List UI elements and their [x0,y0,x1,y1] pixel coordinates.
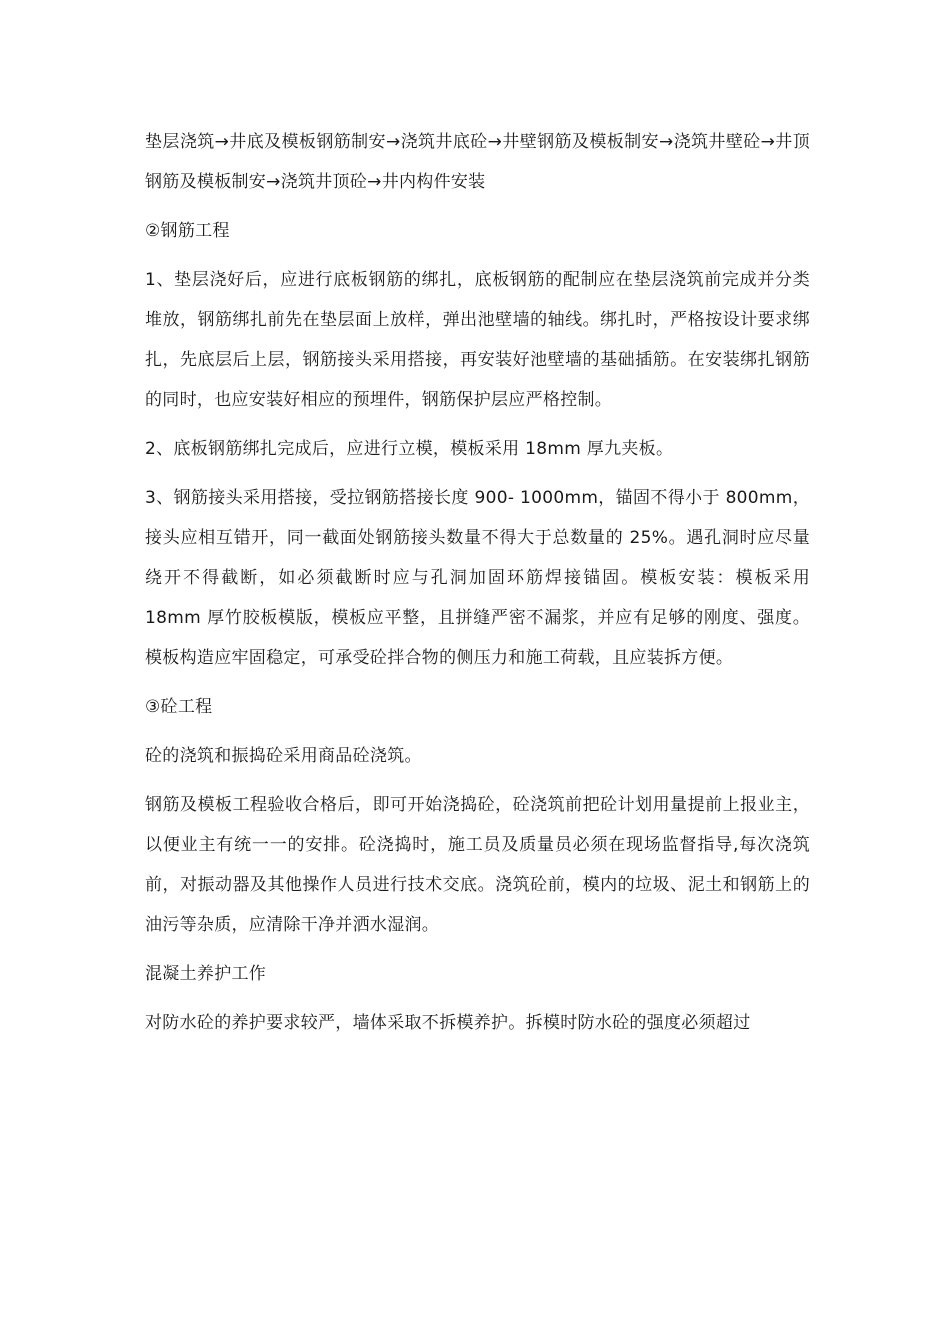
rebar-item-2-paragraph: 2、底板钢筋绑扎完成后，应进行立模，模板采用 18mm 厚九夹板。 [145,439,674,459]
rebar-item-3-paragraph: 3、钢筋接头采用搭接，受拉钢筋搭接长度 900- 1000mm，锚固不得小于 800mm，接头应相互错开，同一截面处钢筋接头数量不得大于总数量的 25%。遇孔洞时应尽量绕开不得截断，如必须截断时应与孔洞加固环筋焊接锚固。模板安装：模板采用 18mm 厚竹胶板模版，模板应平整，且拼缝严密不漏浆，并应有足够的刚度、强度。模板构造应牢固稳定，可承受砼拌合物的侧压力和施工荷载，且应装拆方便。 [145,488,810,668]
section-heading-rebar: ②钢筋工程 [145,221,230,241]
section-heading-curing: 混凝土养护工作 [145,964,267,984]
section-heading-concrete: ③砼工程 [145,697,213,717]
rebar-item-1-paragraph: 1、垫层浇好后，应进行底板钢筋的绑扎，底板钢筋的配制应在垫层浇筑前完成并分类堆放，钢筋绑扎前先在垫层面上放样，弹出池壁墙的轴线。绑扎时，严格按设计要求绑扎，先底层后上层，钢筋接头采用搭接，再安装好池壁墙的基础插筋。在安装绑扎钢筋的同时，也应安装好相应的预埋件，钢筋保护层应严格控制。 [145,270,810,410]
process-flow-paragraph: 垫层浇筑→井底及模板钢筋制安→浇筑井底砼→井壁钢筋及模板制安→浇筑井壁砼→井顶钢筋及模板制安→浇筑井顶砼→井内构件安装 [145,132,810,192]
document-body [145,122,810,1052]
concrete-inspection-paragraph: 钢筋及模板工程验收合格后，即可开始浇捣砼，砼浇筑前把砼计划用量提前上报业主，以便业主有统一一的安排。砼浇捣时，施工员及质量员必须在现场监督指导,每次浇筑前，对振动器及其他操作人员进行技术交底。浇筑砼前，模内的垃圾、泥土和钢筋上的油污等杂质，应清除干净并洒水湿润。 [145,795,810,935]
concrete-pouring-paragraph: 砼的浇筑和振捣砼采用商品砼浇筑。 [145,746,422,766]
curing-paragraph: 对防水砼的养护要求较严，墙体采取不拆模养护。拆模时防水砼的强度必须超过 [145,1013,751,1033]
